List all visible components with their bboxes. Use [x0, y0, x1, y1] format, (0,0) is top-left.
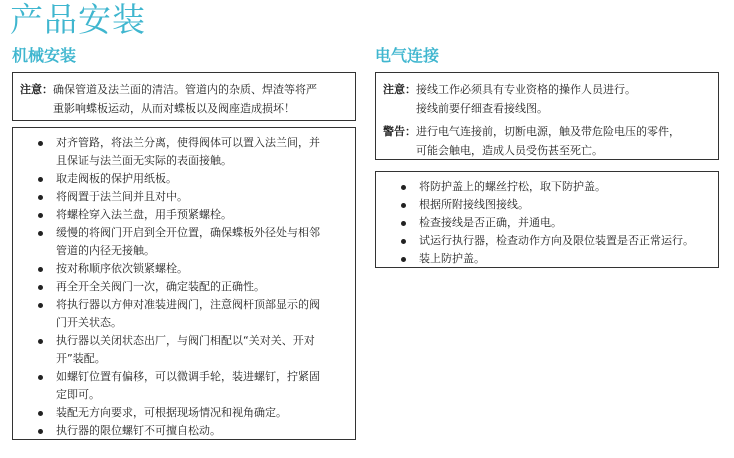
list-item: [13, 134, 355, 170]
caution-label: 注意：: [383, 83, 416, 96]
bullet-icon: [38, 285, 43, 290]
bullet-icon: [38, 375, 43, 380]
list-item-text: 将阀置于法兰间并且对中。: [56, 190, 188, 203]
warning-text: [416, 122, 710, 160]
list-item: [13, 404, 355, 422]
bullet-icon: [401, 257, 406, 262]
list-item-text: 缓慢的将阀门开启到全开位置，确保蝶板外径处与相邻: [56, 226, 320, 239]
list-item-text: 将执行器以方伸对准装进阀门，注意阀杆顶部显示的阀: [56, 298, 320, 311]
list-item: [13, 206, 355, 224]
bullet-icon: [401, 221, 406, 226]
list-item: [376, 250, 718, 268]
list-item-text: 取走阀板的保护用纸板。: [56, 172, 177, 185]
bullet-icon: [401, 203, 406, 208]
bullet-icon: [38, 177, 43, 182]
bullet-icon: [38, 429, 43, 434]
caution-text: [53, 80, 347, 118]
list-item: [13, 332, 355, 368]
list-item: [376, 214, 718, 232]
list-item-text: 检查接线是否正确，并通电。: [419, 216, 562, 229]
list-item-text: 装上防护盖。: [419, 252, 485, 265]
electrical-warning-note: [383, 122, 710, 160]
caution-text: [416, 80, 710, 118]
bullet-icon: [38, 141, 43, 146]
list-item: [13, 188, 355, 206]
bullet-icon: [38, 267, 43, 272]
list-item: [13, 170, 355, 188]
list-item-text: 且保证与法兰面无实际的表面接触。: [56, 154, 232, 167]
mechanical-steps-box: [12, 127, 356, 440]
bullet-icon: [38, 195, 43, 200]
warning-label: 警告：: [383, 125, 416, 138]
list-item-text: 开”装配。: [56, 352, 106, 365]
list-item-text: 将螺栓穿入法兰盘，用手预紧螺栓。: [56, 208, 232, 221]
bullet-icon: [38, 411, 43, 416]
mechanical-caution-box: [12, 72, 356, 121]
list-item: [13, 422, 355, 440]
list-item: [13, 224, 355, 260]
list-item: [376, 232, 718, 250]
warning-text-line: 进行电气连接前，切断电源，触及带危险电压的零件，: [416, 125, 680, 138]
bullet-icon: [401, 185, 406, 190]
list-item-text: 装配无方向要求，可根据现场情况和视角确定。: [56, 406, 287, 419]
list-item-text: 管道的内径无接触。: [56, 244, 155, 257]
electrical-connection-heading: 电气连接: [375, 46, 440, 65]
list-item-text: 对齐管路，将法兰分离，使得阀体可以置入法兰间，并: [56, 136, 320, 149]
list-item: [376, 196, 718, 214]
bullet-icon: [38, 213, 43, 218]
caution-text-line: 接线前要仔细查看接线图。: [416, 102, 548, 115]
electrical-steps-list: [376, 178, 718, 268]
list-item-text: 将防护盖上的螺丝拧松，取下防护盖。: [419, 180, 606, 193]
list-item-text: 定即可。: [56, 388, 100, 401]
mechanical-steps-list: [13, 134, 355, 440]
warning-text-line: 可能会触电，造成人员受伤甚至死亡。: [416, 144, 603, 157]
list-item-text: 按对称顺序依次锁紧螺栓。: [56, 262, 188, 275]
list-item: [13, 278, 355, 296]
caution-text-line: 接线工作必须具有专业资格的操作人员进行。: [416, 83, 636, 96]
electrical-caution-note: [383, 80, 710, 118]
list-item-text: 门开关状态。: [56, 316, 122, 329]
bullet-icon: [38, 303, 43, 308]
list-item: [376, 178, 718, 196]
list-item-text: 执行器以关闭状态出厂，与阀门相配以“关对关、开对: [56, 334, 315, 347]
caution-label: 注意：: [20, 83, 53, 96]
list-item-text: 如螺钉位置有偏移，可以微调手轮，装进螺钉，拧紧固: [56, 370, 320, 383]
electrical-notes-box: [375, 72, 719, 160]
list-item-text: 再全开全关阀门一次，确定装配的正确性。: [56, 280, 265, 293]
electrical-steps-box: [375, 171, 719, 268]
bullet-icon: [38, 339, 43, 344]
bullet-icon: [401, 239, 406, 244]
caution-note: [20, 80, 347, 118]
page-title: 产品安装: [10, 0, 146, 39]
list-item-text: 根据所附接线图接线。: [419, 198, 529, 211]
caution-text-line: 确保管道及法兰面的清洁。管道内的杂质、焊渣等将严: [53, 83, 317, 96]
mechanical-install-heading: 机械安装: [12, 46, 77, 65]
list-item-text: 执行器的限位螺钉不可擅自松动。: [56, 424, 221, 437]
list-item: [13, 368, 355, 404]
bullet-icon: [38, 231, 43, 236]
list-item: [13, 296, 355, 332]
list-item: [13, 260, 355, 278]
list-item-text: 试运行执行器，检查动作方向及限位装置是否正常运行。: [419, 234, 694, 247]
caution-text-line: 重影响蝶板运动，从而对蝶板以及阀座造成损坏！: [53, 102, 295, 115]
